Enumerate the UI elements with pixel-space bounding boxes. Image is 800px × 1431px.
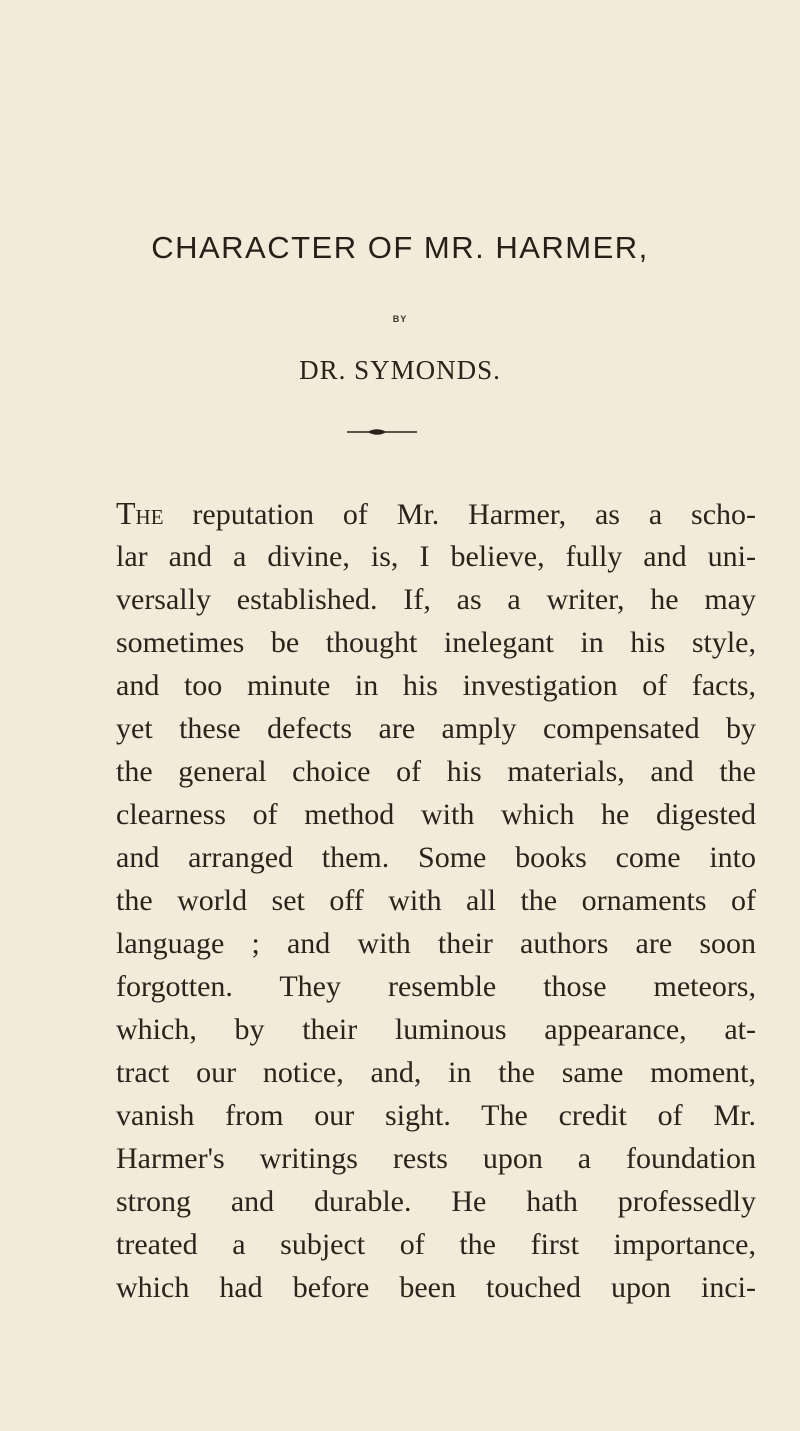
- chapter-title: CHARACTER OF MR. HARMER,: [151, 230, 649, 265]
- text-line: and too minute in his investigation of facts,: [116, 669, 756, 702]
- text-line: language ; and with their authors are soon: [116, 927, 756, 960]
- text-line: which had before been touched upon inci-: [116, 1271, 756, 1304]
- text-line: strong and durable. He hath professedly: [116, 1185, 756, 1218]
- text-line: tract our notice, and, in the same moment,: [116, 1056, 756, 1089]
- first-line-rest: reputation of Mr. Harmer, as a scho-: [192, 498, 756, 531]
- text-line: which, by their luminous appearance, at-: [116, 1013, 756, 1046]
- opening-smallcaps: he: [135, 498, 164, 531]
- text-line: forgotten. They resemble those meteors,: [116, 970, 756, 1003]
- opening-words: T: [116, 495, 136, 531]
- text-line: lar and a divine, is, I believe, fully and uni-: [116, 540, 756, 573]
- text-line: and arranged them. Some books come into: [116, 841, 756, 874]
- author-name: DR. SYMONDS.: [299, 355, 501, 385]
- byline-label: BY: [392, 314, 408, 324]
- text-line: versally established. If, as a writer, he may: [116, 583, 756, 616]
- text-line: sometimes be thought inelegant in his style,: [116, 626, 756, 659]
- text-line: the world set off with all the ornaments of: [116, 884, 756, 917]
- text-line: treated a subject of the first importance,: [116, 1228, 756, 1261]
- text-line: vanish from our sight. The credit of Mr.: [116, 1099, 756, 1132]
- ornamental-rule: [0, 428, 800, 436]
- body-text: [116, 492, 756, 1309]
- text-line: [116, 492, 756, 535]
- text-line: the general choice of his materials, and the: [116, 755, 756, 788]
- text-line: clearness of method with which he digested: [116, 798, 756, 831]
- text-line: Harmer's writings rests upon a foundation: [116, 1142, 756, 1175]
- text-line: yet these defects are amply compensated by: [116, 712, 756, 745]
